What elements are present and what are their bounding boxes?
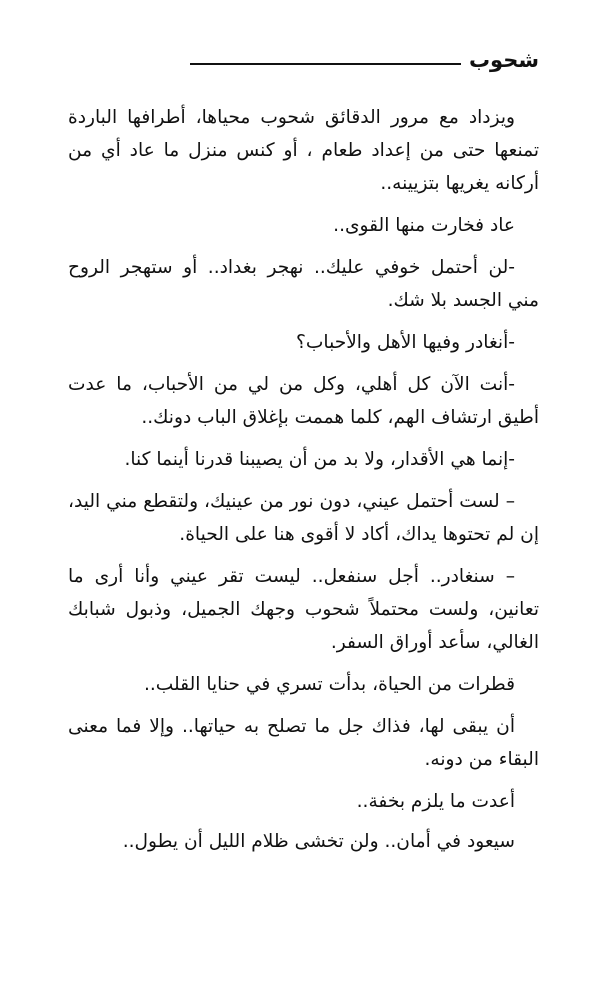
paragraph: -أنت الآن كل أهلي، وكل من لي من الأحباب، ما عدت أطيق ارتشاف الهم، كلما هممت بإغلاق الباب دونك.. [68,374,539,428]
header-rule [190,63,461,65]
paragraph: سيعود في أمان.. ولن تخشى ظلام الليل أن يطول.. [122,831,515,852]
running-header [190,42,539,78]
paragraph: أعدت ما يلزم بخفة.. [356,791,515,812]
paragraph: -لن أحتمل خوفي عليك.. نهجر بغداد.. أو ستهجر الروح مني الجسد بلا شك. [68,257,539,311]
paragraph: -إنما هي الأقدار، ولا بد من أن يصيبنا قدرنا أينما كنا. [124,449,515,470]
body-text [68,101,539,865]
paragraph: – لست أحتمل عيني، دون نور من عينيك، ولتقطع مني اليد، إن لم تحتوها يداك، أكاد لا أقوى هنا على الحياة. [68,491,539,545]
paragraph: عاد فخارت منها القوى.. [333,215,515,236]
running-header-title: شحوب [468,47,539,72]
paragraph: ويزداد مع مرور الدقائق شحوب محياها، أطرافها الباردة تمنعها حتى من إعداد طعام ، أو كنس منزل ما عاد أي من أركانه يغريها بتزيينه.. [68,107,539,194]
paragraph: قطرات من الحياة، بدأت تسري في حنايا القلب.. [143,674,515,695]
paragraph: – سنغادر.. أجل سنفعل.. ليست تقر عيني وأنا أرى ما تعانين، ولست محتملاً شحوب وجهك الجميل، وذبول شبابك الغالي، سأعد أوراق السفر. [68,566,539,653]
paragraph: أن يبقى لها، فذاك جل ما تصلح به حياتها.. وإلا فما معنى البقاء من دونه. [68,716,539,770]
paragraph: -أنغادر وفيها الأهل والأحباب؟ [296,332,515,353]
